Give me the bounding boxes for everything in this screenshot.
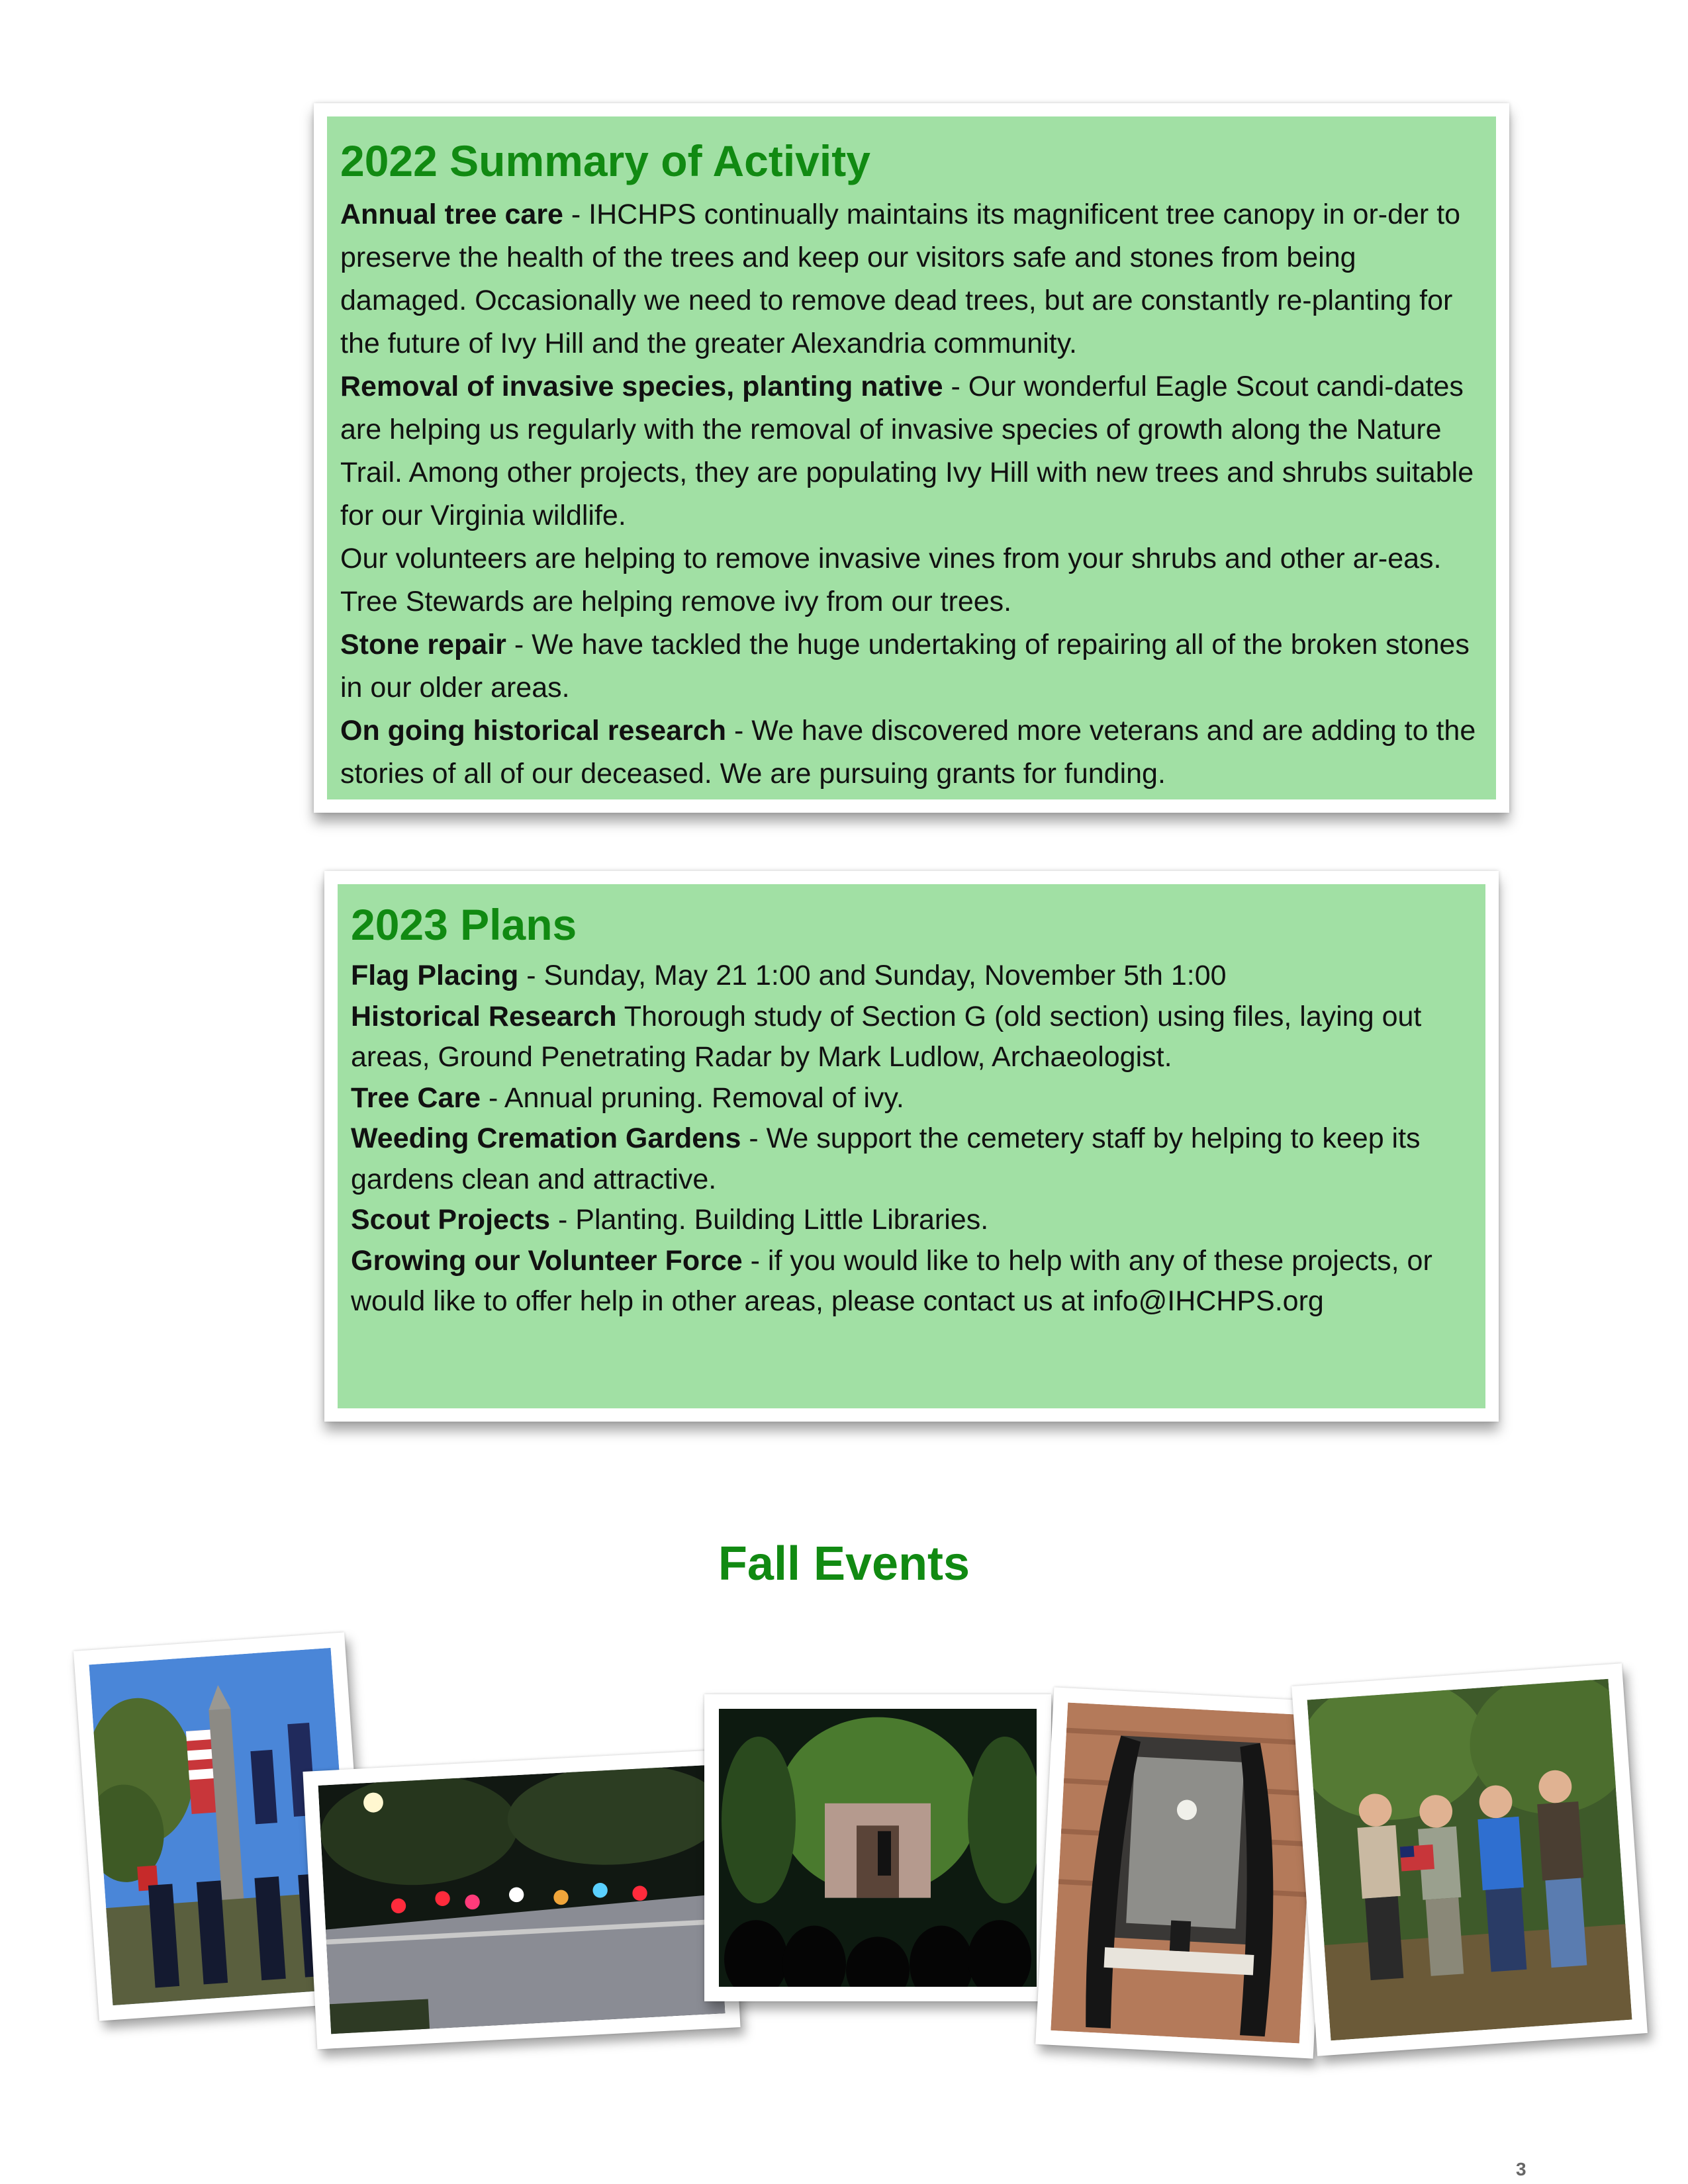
plans-item [351,956,1472,997]
photo-evening-performance [704,1694,1051,2001]
summary-item-text: Our volunteers are helping to remove invasive vines from your shrubs and other ar-eas. Tree Stewards are helping remove ivy from our trees. [340,543,1442,617]
summary-item [340,623,1483,709]
plans-item-text: - Sunday, May 21 1:00 and Sunday, November 5th 1:00 [518,960,1227,991]
summary-item [340,365,1483,537]
summary-item [340,709,1483,796]
summary-item-heading: Stone repair [340,629,506,660]
page-number: 3 [1516,2159,1526,2179]
plans-item [351,1078,1472,1119]
summary-title: 2022 Summary of Activity [340,136,870,185]
plans-item [351,1241,1472,1322]
plans-title: 2023 Plans [351,900,577,949]
plans-item [351,997,1472,1078]
plans-item-heading: Flag Placing [351,960,519,991]
summary-item-heading: Annual tree care [340,199,563,230]
plans-item-heading: Growing our Volunteer Force [351,1244,743,1277]
photo-draped-mirror [1035,1687,1332,2058]
plans-item-text: - Planting. Building Little Libraries. [550,1204,989,1236]
evening-performance-image [719,1709,1037,1987]
plans-item-heading: Weeding Cremation Gardens [351,1122,741,1154]
plans-item-text: Thorough study of Section G (old section) using files, laying out areas, Ground Penetrating Radar by Mark Ludlow, Archaeologist. [351,1000,1422,1073]
summary-item-heading: On going historical research [340,715,727,747]
fall-events-title: Fall Events [718,1537,970,1590]
summary-item [340,193,1483,365]
summary-item [340,537,1483,623]
plans-box [338,884,1485,1408]
night-ride-image [318,1765,726,2034]
plans-item-text: - We support the cemetery staff by helping to keep its gardens clean and attractive. [351,1122,1421,1195]
summary-item-text: - Our wonderful Eagle Scout candi-dates are helping us regularly with the removal of invasive species of growth along the Nature Trail. Among other projects, they are populating Ivy Hill with new trees and shrubs suitable for our Virginia wildlife. [340,371,1474,531]
plans-item [351,1200,1472,1241]
summary-card [314,103,1509,813]
plans-item-heading: Scout Projects [351,1204,551,1236]
plans-card [324,871,1499,1422]
summary-item-heading: Removal of invasive species, planting native [340,371,943,402]
plans-item-heading: Historical Research [351,1000,617,1032]
summary-item-text: - We have tackled the huge undertaking of repairing all of the broken stones in our older areas. [340,629,1470,704]
summary-item-text: - IHCHPS continually maintains its magnificent tree canopy in or-der to preserve the health of the trees and keep our visitors safe and stones from being damaged. Occasionally we need to remove dead trees, but are constantly re-planting for the future of Ivy Hill and the greater Alexandria community. [340,199,1461,359]
photo-night-ride [303,1750,740,2050]
plans-item [351,1118,1472,1200]
photo-volunteer-group [1291,1663,1648,2056]
draped-mirror-image [1051,1703,1316,2044]
summary-item-text: - We have discovered more veterans and are adding to the stories of all of our deceased. We are pursuing grants for funding. [340,715,1476,790]
plans-item-text: - Annual pruning. Removal of ivy. [481,1081,904,1114]
volunteer-group-image [1307,1679,1632,2041]
summary-box [327,116,1496,799]
plans-item-heading: Tree Care [351,1081,481,1114]
plans-item-text: - if you would like to help with any of these projects, or would like to offer help in other areas, please contact us at info@IHCHPS.org [351,1244,1432,1317]
